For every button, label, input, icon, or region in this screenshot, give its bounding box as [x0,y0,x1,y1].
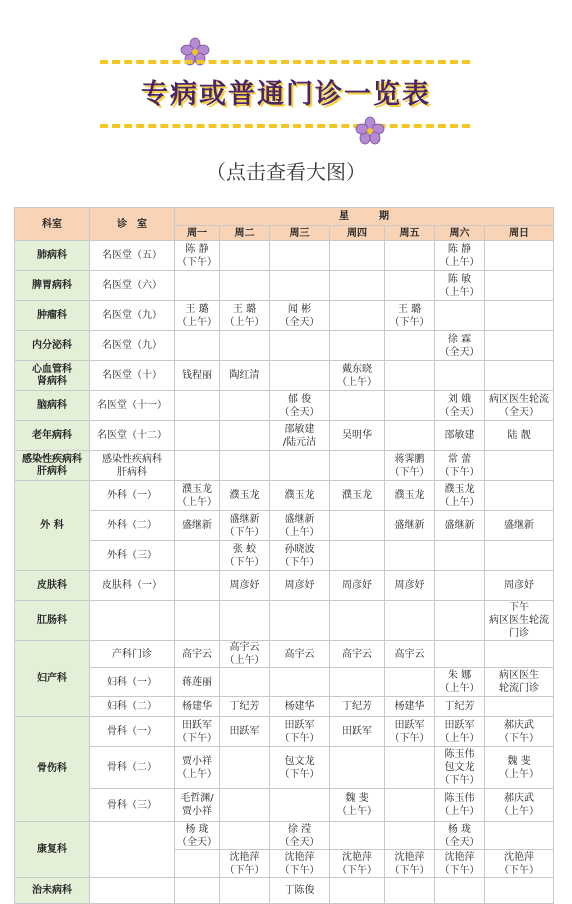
dept-cell: 肛肠科 [15,601,90,641]
dept-cell: 皮肤科 [15,571,90,601]
schedule-cell: 沈艳萍 （下午） [435,850,485,878]
schedule-cell [385,331,435,361]
schedule-cell: 吴明华 [330,421,385,451]
schedule-cell: 田跃军 （下午） [270,717,330,747]
schedule-cell: 盛继新 （上午） [270,511,330,541]
dept-cell: 心血管科 肾病科 [15,361,90,391]
schedule-cell: 包文龙 （下午） [270,747,330,789]
schedule-cell [330,271,385,301]
schedule-cell [220,271,270,301]
schedule-cell [385,668,435,697]
schedule-cell [385,601,435,641]
room-cell [90,878,175,904]
header-day: 周二 [220,226,270,241]
schedule-cell: 魏 斐 （上午） [485,747,554,789]
schedule-cell: 陶红清 [220,361,270,391]
schedule-cell: 陆 靓 [485,421,554,451]
dept-cell: 感染性疾病科 肝病科 [15,451,90,481]
schedule-cell: 濮玉龙 （上午） [435,481,485,511]
schedule-cell [330,878,385,904]
schedule-cell [485,361,554,391]
schedule-cell: 高宇云 （上午） [220,641,270,668]
schedule-cell: 沈艳萍 （下午） [330,850,385,878]
schedule-cell: 田跃军 [330,717,385,747]
schedule-cell: 盛继新 [385,511,435,541]
schedule-cell [485,241,554,271]
schedule-cell: 徐 霖 （全天） [435,331,485,361]
schedule-cell: 田跃军 （下午） [385,717,435,747]
schedule-cell [385,541,435,571]
schedule-cell [270,789,330,822]
schedule-cell [220,241,270,271]
schedule-cell [175,571,220,601]
schedule-cell [270,668,330,697]
schedule-cell: 丁纪芳 [330,697,385,717]
schedule-cell [435,541,485,571]
room-cell: 外科（三） [90,541,175,571]
schedule-cell: 周彦妤 [270,571,330,601]
top-dashed-line [100,60,470,64]
schedule-cell [435,361,485,391]
header-day: 周三 [270,226,330,241]
schedule-cell: 魏 斐 （上午） [330,789,385,822]
schedule-cell [485,641,554,668]
room-cell: 妇科（二） [90,697,175,717]
schedule-cell [485,541,554,571]
clinic-schedule-table [14,207,554,904]
dept-cell: 脑病科 [15,391,90,421]
schedule-cell: 陈 静 （下午） [175,241,220,271]
schedule-cell [270,601,330,641]
schedule-cell: 蒋霁鹏 （下午） [385,451,435,481]
header-room: 诊 室 [90,208,175,241]
schedule-cell [270,361,330,391]
room-cell: 外科（一） [90,481,175,511]
schedule-cell: 濮玉龙 [385,481,435,511]
schedule-cell [270,451,330,481]
schedule-cell: 沈艳萍 （下午） [385,850,435,878]
dept-cell: 脾胃病科 [15,271,90,301]
schedule-cell [330,747,385,789]
schedule-cell: 陈 敏 （上午） [435,271,485,301]
room-cell: 骨科（三） [90,789,175,822]
dept-cell: 外 科 [15,481,90,571]
schedule-cell [435,878,485,904]
room-cell: 妇科（一） [90,668,175,697]
schedule-cell [435,601,485,641]
schedule-cell: 闻 彬 （全天） [270,301,330,331]
schedule-cell: 贾小祥 （上午） [175,747,220,789]
schedule-cell: 杨建华 [385,697,435,717]
schedule-cell [330,391,385,421]
schedule-cell: 高宇云 [175,641,220,668]
schedule-cell [330,331,385,361]
header-week: 星 期 [175,208,554,226]
schedule-cell: 杨建华 [270,697,330,717]
room-cell [90,601,175,641]
room-cell: 感染性疾病科 肝病科 [90,451,175,481]
schedule-cell [485,331,554,361]
room-cell [90,822,175,878]
schedule-cell: 郝庆武 （上午） [485,789,554,822]
schedule-cell [175,850,220,878]
schedule-cell: 周彦妤 [385,571,435,601]
bottom-dashed-line [100,124,470,128]
schedule-cell: 周彦妤 [220,571,270,601]
schedule-cell: 杨 珑 （全天） [435,822,485,850]
schedule-cell [330,541,385,571]
schedule-cell [485,301,554,331]
schedule-cell [220,747,270,789]
schedule-cell: 朱 娜 （上午） [435,668,485,697]
schedule-cell [435,301,485,331]
schedule-cell [435,571,485,601]
schedule-cell: 张 蛟 （下午） [220,541,270,571]
room-cell: 骨科（一） [90,717,175,747]
schedule-cell [435,641,485,668]
schedule-cell: 王 璐 （上午） [175,301,220,331]
schedule-cell [220,391,270,421]
flower-icon [355,116,385,146]
schedule-cell [385,271,435,301]
dept-cell: 妇产科 [15,641,90,717]
schedule-cell: 盛继新 [435,511,485,541]
dept-cell: 康复科 [15,822,90,878]
schedule-cell: 田跃军 （上午） [435,717,485,747]
schedule-cell: 常 蕾 （下午） [435,451,485,481]
schedule-cell: 蒋莲丽 [175,668,220,697]
schedule-cell [485,697,554,717]
schedule-cell: 下午 病区医生轮流 门诊 [485,601,554,641]
schedule-cell [485,878,554,904]
schedule-cell [175,541,220,571]
schedule-cell: 毛哲渊/ 贾小祥 [175,789,220,822]
schedule-cell [330,301,385,331]
schedule-cell: 王 璐 （上午） [220,301,270,331]
schedule-cell [385,361,435,391]
schedule-cell [330,451,385,481]
schedule-cell: 戴东晓 （上午） [330,361,385,391]
room-cell: 名医堂（九） [90,331,175,361]
schedule-cell: 邵敏建 [435,421,485,451]
schedule-cell: 濮玉龙 （上午） [175,481,220,511]
dept-cell: 内分泌科 [15,331,90,361]
schedule-cell: 盛继新 [175,511,220,541]
schedule-cell [175,391,220,421]
schedule-cell: 沈艳萍 （下午） [220,850,270,878]
schedule-cell: 病区医生 轮流门诊 [485,668,554,697]
room-cell: 名医堂（十二） [90,421,175,451]
schedule-cell [220,451,270,481]
schedule-cell [330,241,385,271]
page-title: 专病或普通门诊一览表 [141,79,431,110]
schedule-cell [385,789,435,822]
header-day: 周一 [175,226,220,241]
schedule-cell [220,601,270,641]
schedule-cell: 刘 娥 （全天） [435,391,485,421]
schedule-cell [485,271,554,301]
room-cell: 名医堂（五） [90,241,175,271]
dept-cell: 骨伤科 [15,717,90,822]
schedule-cell: 杨 珑 （全天） [175,822,220,850]
schedule-cell [270,331,330,361]
schedule-cell: 濮玉龙 [270,481,330,511]
schedule-cell: 邵敏建 /陆元洁 [270,421,330,451]
schedule-cell: 沈艳萍 （下午） [270,850,330,878]
header-dept: 科室 [15,208,90,241]
schedule-cell [385,241,435,271]
schedule-cell [485,451,554,481]
schedule-cell [220,822,270,850]
schedule-cell [330,668,385,697]
schedule-cell [330,822,385,850]
schedule-cell: 郝庆武 （下午） [485,717,554,747]
schedule-cell: 濮玉龙 [220,481,270,511]
room-cell: 名医堂（九） [90,301,175,331]
schedule-cell: 丁纪芳 [220,697,270,717]
schedule-cell [485,481,554,511]
schedule-cell [270,271,330,301]
room-cell: 名医堂（十一） [90,391,175,421]
schedule-cell: 郁 俊 （全天） [270,391,330,421]
schedule-cell: 周彦妤 [485,571,554,601]
dept-cell: 治未病科 [15,878,90,904]
schedule-cell [385,822,435,850]
schedule-cell [175,601,220,641]
schedule-cell [330,601,385,641]
room-cell: 骨科（二） [90,747,175,789]
schedule-cell [270,241,330,271]
room-cell: 外科（二） [90,511,175,541]
schedule-cell [220,789,270,822]
schedule-cell [220,331,270,361]
schedule-cell: 丁纪芳 [435,697,485,717]
schedule-cell: 杨建华 [175,697,220,717]
schedule-cell [330,511,385,541]
schedule-cell: 盛继新 （下午） [220,511,270,541]
schedule-cell: 陈玉伟 包文龙 （下午） [435,747,485,789]
schedule-cell: 钱程丽 [175,361,220,391]
schedule-cell: 陈玉伟 （上午） [435,789,485,822]
view-large-image-link[interactable]: （点击查看大图） [206,160,366,184]
schedule-cell: 高宇云 [270,641,330,668]
header-day: 周五 [385,226,435,241]
schedule-cell [220,421,270,451]
schedule-cell [485,822,554,850]
room-cell: 产科门诊 [90,641,175,668]
room-cell: 名医堂（十） [90,361,175,391]
schedule-cell [220,878,270,904]
schedule-cell [385,421,435,451]
schedule-cell: 周彦妤 [330,571,385,601]
schedule-cell: 高宇云 [385,641,435,668]
schedule-cell [385,878,435,904]
header-day: 周四 [330,226,385,241]
room-cell: 名医堂（六） [90,271,175,301]
schedule-cell: 丁陈俊 [270,878,330,904]
schedule-cell: 田跃军 （下午） [175,717,220,747]
dept-cell: 老年病科 [15,421,90,451]
schedule-cell: 陈 静 （上午） [435,241,485,271]
schedule-cell: 濮玉龙 [330,481,385,511]
header-day: 周六 [435,226,485,241]
schedule-cell: 高宇云 [330,641,385,668]
schedule-cell: 王 璐 （下午） [385,301,435,331]
schedule-cell [175,331,220,361]
schedule-cell [175,271,220,301]
schedule-cell [385,747,435,789]
schedule-cell: 盛继新 [485,511,554,541]
schedule-cell: 沈艳萍 （下午） [485,850,554,878]
schedule-cell [385,391,435,421]
dept-cell: 肺病科 [15,241,90,271]
schedule-cell [220,668,270,697]
schedule-cell: 田跃军 [220,717,270,747]
schedule-cell [175,878,220,904]
schedule-cell: 徐 滢 （全天） [270,822,330,850]
schedule-cell [175,451,220,481]
page-header [0,0,572,200]
schedule-cell: 孙晓波 （下午） [270,541,330,571]
schedule-cell: 病区医生轮流 （全天） [485,391,554,421]
header-day: 周日 [485,226,554,241]
dept-cell: 肿瘤科 [15,301,90,331]
schedule-cell [175,421,220,451]
room-cell: 皮肤科（一） [90,571,175,601]
